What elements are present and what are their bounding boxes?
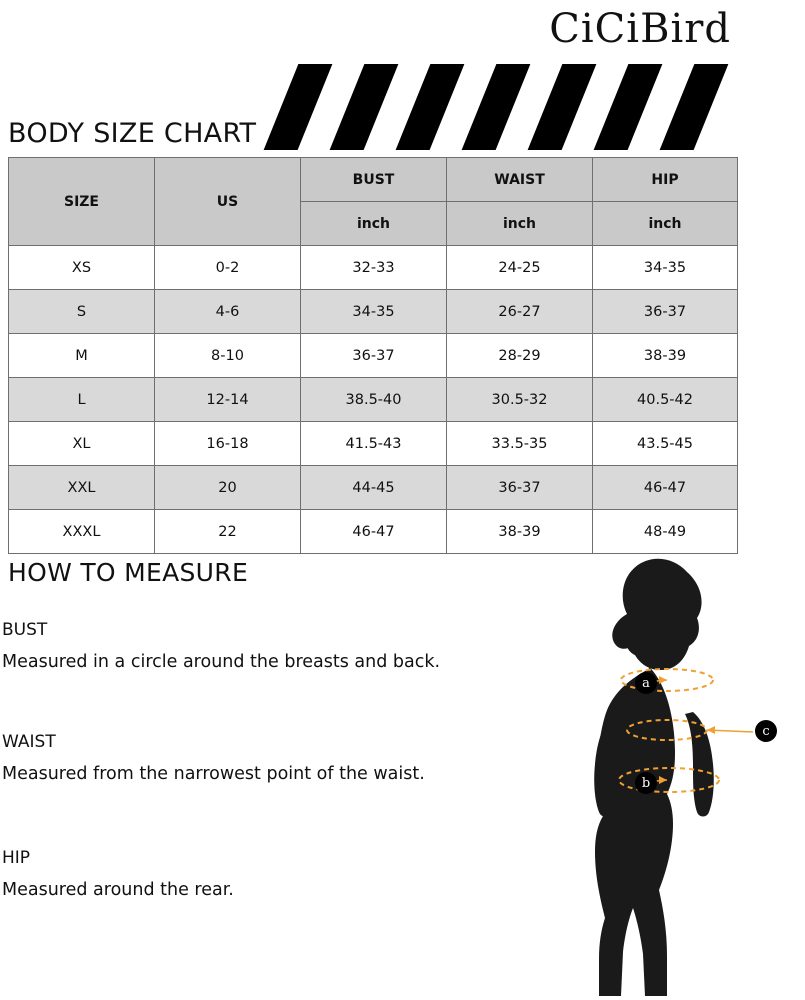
column-header-waist: WAIST bbox=[447, 158, 593, 202]
table-header-row bbox=[9, 158, 738, 202]
cell-hip: 46-47 bbox=[593, 466, 738, 510]
unit-hip: inch bbox=[593, 202, 738, 246]
table-row bbox=[9, 246, 738, 290]
page-title: BODY SIZE CHART bbox=[8, 118, 257, 149]
cell-hip: 34-35 bbox=[593, 246, 738, 290]
measure-text-hip: Measured around the rear. bbox=[2, 880, 234, 900]
cell-hip: 40.5-42 bbox=[593, 378, 738, 422]
table-row bbox=[9, 422, 738, 466]
column-header-size: SIZE bbox=[9, 158, 155, 246]
cell-bust: 32-33 bbox=[301, 246, 447, 290]
column-header-us: US bbox=[155, 158, 301, 246]
cell-us: 12-14 bbox=[155, 378, 301, 422]
cell-hip: 38-39 bbox=[593, 334, 738, 378]
cell-waist: 30.5-32 bbox=[447, 378, 593, 422]
measure-label-hip: HIP bbox=[2, 848, 31, 868]
brand-logo: CiCiBird bbox=[549, 6, 731, 52]
cell-waist: 38-39 bbox=[447, 510, 593, 554]
section-title-how-to-measure: HOW TO MEASURE bbox=[8, 558, 249, 587]
cell-waist: 36-37 bbox=[447, 466, 593, 510]
table-row bbox=[9, 378, 738, 422]
cell-waist: 24-25 bbox=[447, 246, 593, 290]
unit-bust: inch bbox=[301, 202, 447, 246]
stripe bbox=[264, 64, 333, 150]
arrow-a bbox=[659, 676, 667, 684]
unit-waist: inch bbox=[447, 202, 593, 246]
measure-text-bust: Measured in a circle around the breasts and back. bbox=[2, 652, 441, 672]
stripe bbox=[396, 64, 465, 150]
callout-marker-a: a bbox=[635, 672, 657, 694]
cell-size: M bbox=[9, 334, 155, 378]
table-row bbox=[9, 290, 738, 334]
size-chart-table bbox=[8, 157, 738, 554]
cell-hip: 36-37 bbox=[593, 290, 738, 334]
stripe bbox=[660, 64, 729, 150]
callout-marker-c: c bbox=[755, 720, 777, 742]
cell-size: XXL bbox=[9, 466, 155, 510]
cell-waist: 26-27 bbox=[447, 290, 593, 334]
hair-shape bbox=[612, 559, 701, 670]
cell-waist: 28-29 bbox=[447, 334, 593, 378]
measure-text-waist: Measured from the narrowest point of the waist. bbox=[2, 764, 425, 784]
cell-bust: 36-37 bbox=[301, 334, 447, 378]
cell-bust: 41.5-43 bbox=[301, 422, 447, 466]
cell-size: L bbox=[9, 378, 155, 422]
cell-hip: 48-49 bbox=[593, 510, 738, 554]
stripe bbox=[330, 64, 399, 150]
cell-us: 20 bbox=[155, 466, 301, 510]
diagonal-stripes-decoration bbox=[275, 74, 745, 136]
stripe bbox=[528, 64, 597, 150]
body-silhouette-illustration bbox=[315, 552, 805, 1000]
cell-size: XXXL bbox=[9, 510, 155, 554]
cell-us: 4-6 bbox=[155, 290, 301, 334]
table-row bbox=[9, 466, 738, 510]
cell-us: 16-18 bbox=[155, 422, 301, 466]
cell-us: 8-10 bbox=[155, 334, 301, 378]
cell-bust: 34-35 bbox=[301, 290, 447, 334]
cell-bust: 44-45 bbox=[301, 466, 447, 510]
cell-waist: 33.5-35 bbox=[447, 422, 593, 466]
cell-hip: 43.5-45 bbox=[593, 422, 738, 466]
cell-size: XS bbox=[9, 246, 155, 290]
silhouette-svg bbox=[315, 552, 805, 1000]
callout-marker-b: b bbox=[635, 772, 657, 794]
measure-label-bust: BUST bbox=[2, 620, 48, 640]
measure-label-waist: WAIST bbox=[2, 732, 56, 752]
cell-us: 22 bbox=[155, 510, 301, 554]
arrow-c bbox=[707, 726, 715, 734]
stripe bbox=[594, 64, 663, 150]
table-row bbox=[9, 510, 738, 554]
cell-bust: 38.5-40 bbox=[301, 378, 447, 422]
column-header-bust: BUST bbox=[301, 158, 447, 202]
arm-shape-right bbox=[685, 712, 714, 817]
column-header-hip: HIP bbox=[593, 158, 738, 202]
cell-us: 0-2 bbox=[155, 246, 301, 290]
table-row bbox=[9, 334, 738, 378]
cell-size: XL bbox=[9, 422, 155, 466]
stripe bbox=[462, 64, 531, 150]
cell-bust: 46-47 bbox=[301, 510, 447, 554]
cell-size: S bbox=[9, 290, 155, 334]
